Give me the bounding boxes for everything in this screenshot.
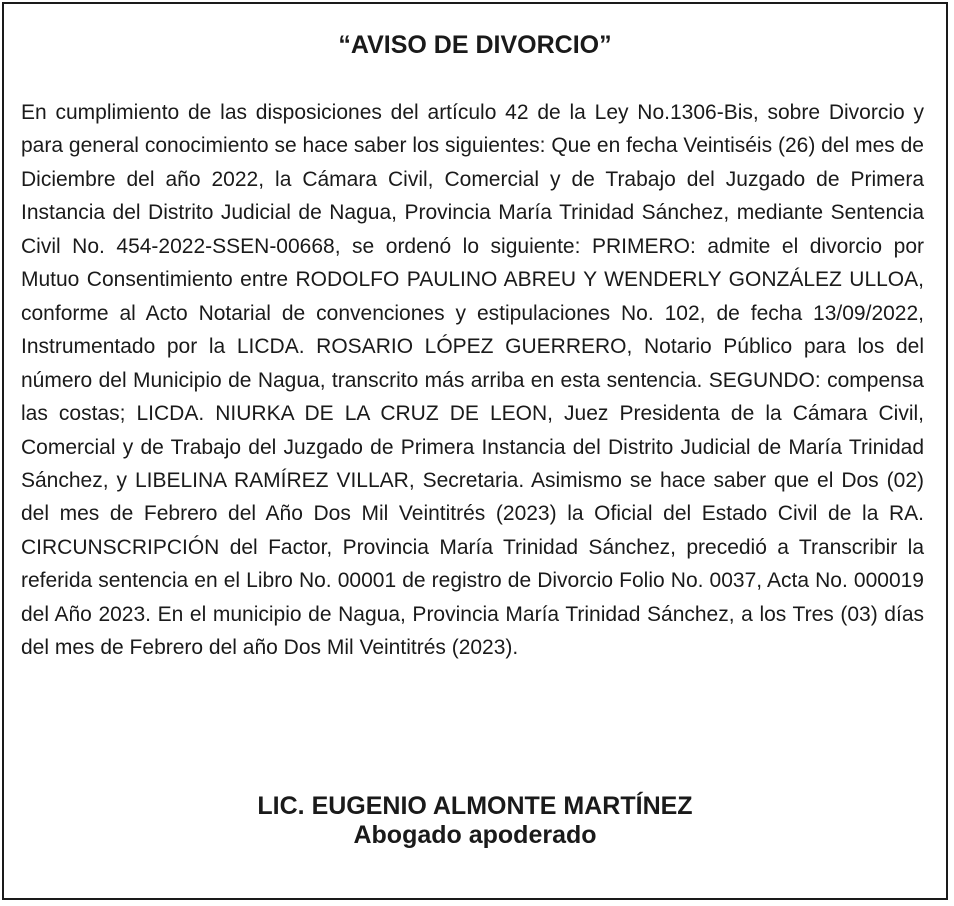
signature-role: Abogado apoderado <box>353 821 597 849</box>
divorce-notice <box>2 2 948 900</box>
signature-name: LIC. EUGENIO ALMONTE MARTÍNEZ <box>257 792 693 820</box>
signature-block <box>4 792 946 850</box>
notice-title: “AVISO DE DIVORCIO” <box>338 31 612 59</box>
notice-body: En cumplimiento de las disposiciones del artículo 42 de la Ley No.1306-Bis, sobre Divorcio y para general conocimiento se hace saber los siguientes: Que en fecha Veintiséis (26) del mes de Diciembre del año 2022, la Cámara Civil, Comercial y de Trabajo del Juzgado de Primera Instancia del Distrito Judicial de Nagua, Provincia María Trinidad Sánchez, mediante Sentencia Civil No. 454-2022-SSEN-00668, se ordenó lo siguiente: PRIMERO: admite el divorcio por Mutuo Consentimiento entre RODOLFO PAULINO ABREU Y WENDERLY GONZÁLEZ ULLOA, conforme al Acto Notarial de convenciones y estipulaciones No. 102, de fecha 13/09/2022, Instrumentado por la LICDA. ROSARIO LÓPEZ GUERRERO, Notario Público para los del número del Municipio de Nagua, transcrito más arriba en esta sentencia. SEGUNDO: compensa las costas; LICDA. NIURKA DE LA CRUZ DE LEON, Juez Presidenta de la Cámara Civil, Comercial y de Trabajo del Juzgado de Primera Instancia del Distrito Judicial de María Trinidad Sánchez, y LIBELINA RAMÍREZ VILLAR, Secretaria. Asimismo se hace saber que el Dos (02) del mes de Febrero del Año Dos Mil Veintitrés (2023) la Oficial del Estado Civil de la RA. CIRCUNSCRIPCIÓN del Factor, Provincia María Trinidad Sánchez, precedió a Transcribir la referida sentencia en el Libro No. 00001 de registro de Divorcio Folio No. 0037, Acta No. 000019 del Año 2023. En el municipio de Nagua, Provincia María Trinidad Sánchez, a los Tres (03) días del mes de Febrero del año Dos Mil Veintitrés (2023). <box>21 101 924 660</box>
